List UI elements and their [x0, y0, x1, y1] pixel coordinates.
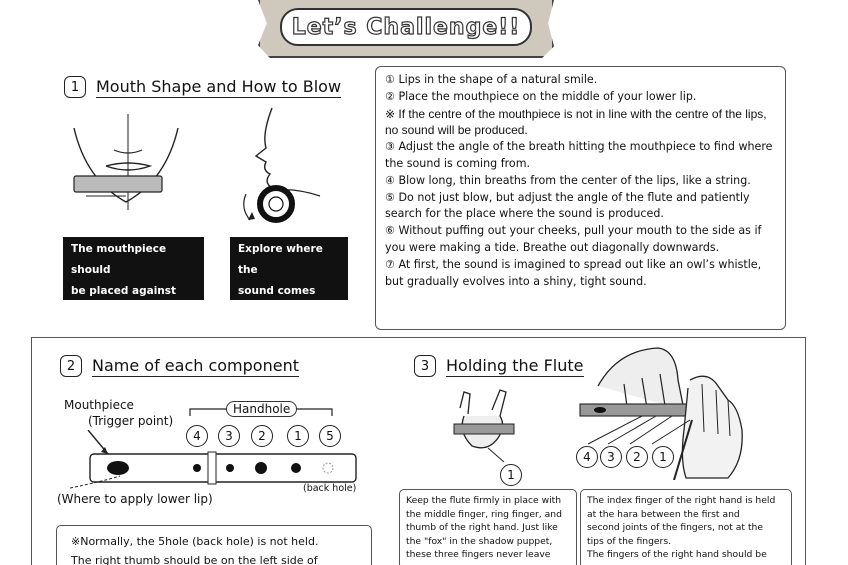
section-3-title: Holding the Flute	[446, 355, 584, 375]
note-line: ※Normally, the 5hole (back hole) is not held.	[71, 535, 319, 548]
instruction-item: ⑦ At first, the sound is imagined to spread out like an owl’s whistle, but gradually evolves into a shiny, tight sound.	[385, 257, 762, 288]
hole-number-5: 5	[319, 425, 341, 447]
instruction-item: ① Lips in the shape of a natural smile.	[385, 73, 598, 86]
back-hole-label: (back hole)	[303, 483, 357, 494]
text-line: thumb of the right hand. Just like	[406, 522, 558, 533]
tip-line: be placed against the	[71, 285, 177, 318]
text-line: the middle finger, ring finger, and	[406, 508, 562, 520]
text-line: The fingers of the right hand should be	[587, 549, 767, 560]
back-hole-note	[56, 525, 372, 565]
page-title: Let’s Challenge!!	[291, 14, 521, 40]
section-1-heading	[64, 76, 341, 98]
section-3-number: 3	[414, 355, 436, 377]
title-banner	[280, 8, 532, 46]
section-2-number: 2	[60, 355, 82, 377]
lower-lip-label: (Where to apply lower lip)	[57, 492, 213, 506]
text-line: second joints of the fingers, not at the	[587, 522, 764, 533]
instructions-box	[375, 66, 786, 330]
tip-line: The mouthpiece should	[71, 243, 167, 276]
section-2-title: Name of each component	[92, 355, 299, 375]
hole-number-4: 4	[186, 425, 208, 447]
finger-number-4: 4	[576, 446, 598, 468]
note-line: The right thumb should be on the left side of	[71, 554, 318, 565]
text-line: Keep the flute firmly in place with	[406, 495, 562, 506]
holding-text-right	[580, 489, 792, 565]
instruction-item: ② Place the mouthpiece on the middle of your lower lip.	[385, 89, 697, 103]
handhole-label: Handhole	[226, 401, 297, 417]
text-line: the "fox" in the shadow puppet,	[406, 535, 553, 547]
trigger-point-label: (Trigger point)	[88, 414, 174, 428]
instruction-item: ④ Blow long, thin breaths from the center of the lips, like a string.	[385, 173, 751, 187]
text-line: tips of the fingers.	[587, 535, 672, 547]
instruction-item: ⑤ Do not just blow, but adjust the angle of the flute and patiently search for the place where the sound is produced.	[385, 190, 750, 221]
mouthpiece-tip-box	[63, 237, 204, 360]
mouthpiece-label: Mouthpiece	[64, 398, 134, 412]
finger-number-2: 2	[626, 446, 648, 468]
instruction-note: ※ If the centre of the mouthpiece is not in line with the centre of the lips, no sound will be produced.	[385, 106, 767, 138]
tip-line: middle of the lower lip.	[71, 327, 187, 360]
holding-text-left	[399, 489, 577, 565]
text-line: at the hara between the first and	[587, 508, 740, 520]
mouth-side-illustration	[232, 104, 332, 228]
tip-line: Explore where the	[238, 243, 323, 276]
hole-number-3: 3	[218, 425, 240, 447]
tip-line: sound comes from.	[238, 285, 316, 318]
finger-number-3: 3	[600, 446, 622, 468]
finger-number-1: 1	[652, 446, 674, 468]
tip-line: ※Be patient!!	[238, 327, 320, 339]
section-2-heading	[60, 355, 299, 377]
text-line: The index finger of the right hand is held	[587, 495, 776, 506]
section-1-title: Mouth Shape and How to Blow	[96, 76, 342, 96]
explore-tip-box	[230, 237, 348, 339]
fox-hand-illustration	[452, 388, 522, 470]
section-1-number: 1	[64, 76, 86, 98]
instruction-item: ③ Adjust the angle of the breath hitting the mouthpiece to find where the sound is coming from.	[385, 140, 773, 170]
text-line: these three fingers never leave	[406, 549, 551, 560]
hole-number-1: 1	[287, 425, 309, 447]
mouth-front-illustration	[66, 110, 186, 220]
instruction-item: ⑥ Without puffing out your cheeks, pull your mouth to the side as if you were making a tide. Breathe out diagonally downwards.	[385, 224, 762, 254]
hole-number-2: 2	[251, 425, 273, 447]
finger-number-small: 1	[500, 464, 522, 486]
flute-diagram	[70, 430, 360, 490]
section-3-heading	[414, 355, 584, 377]
